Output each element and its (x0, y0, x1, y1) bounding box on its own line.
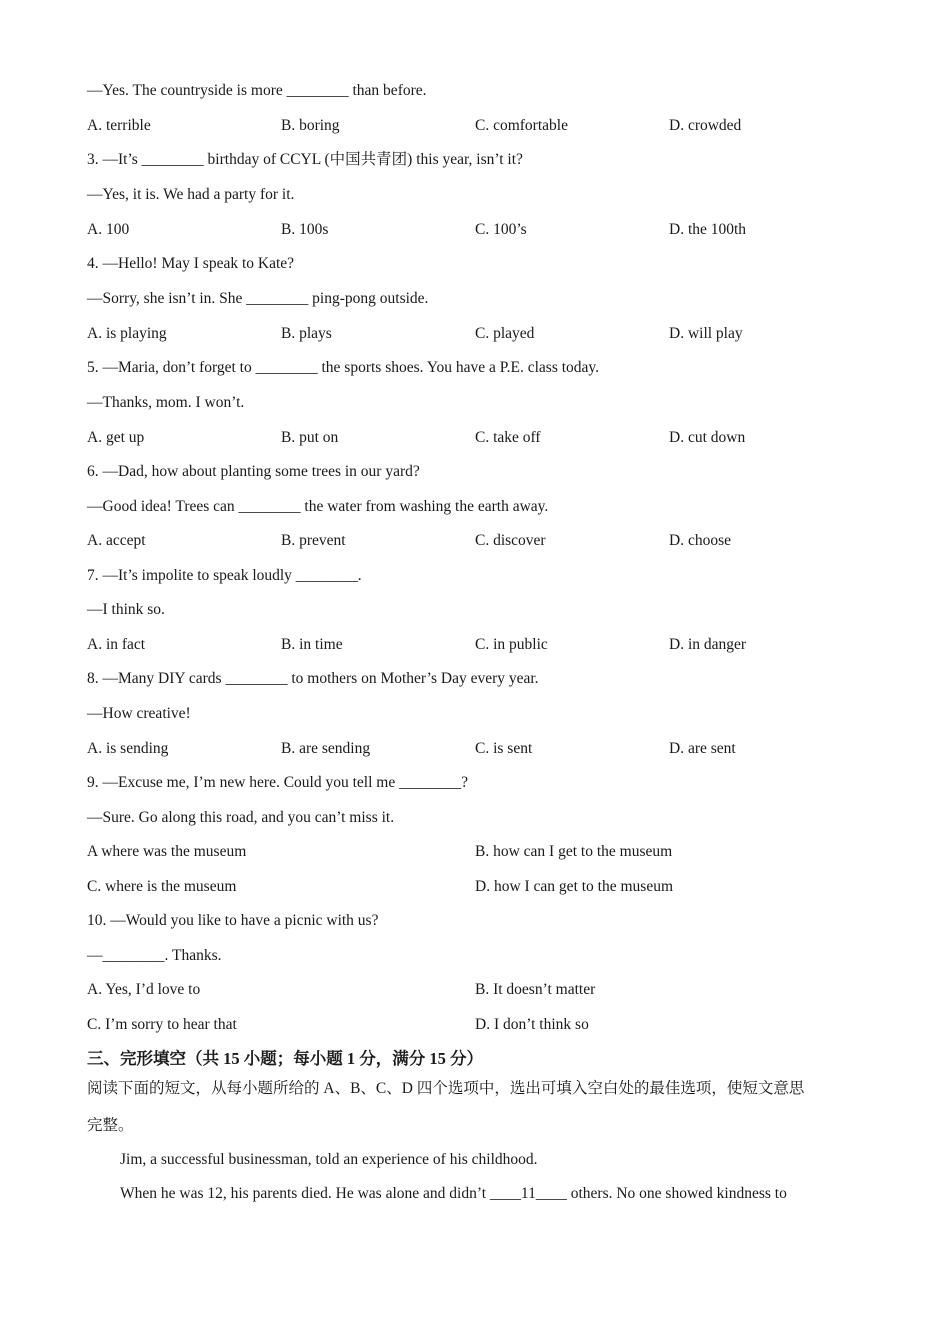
q6-option-b: B. prevent (281, 532, 346, 549)
q2-option-d: D. crowded (669, 117, 742, 134)
q5-option-b: B. put on (281, 429, 339, 446)
q4-option-a: A. is playing (87, 325, 167, 342)
q7-stem: 7. —It’s impolite to speak loudly ________. (87, 567, 362, 584)
q9-option-c: C. where is the museum (87, 878, 237, 895)
q3-option-b: B. 100s (281, 221, 329, 238)
q2-option-c: C. comfortable (475, 117, 568, 134)
q6-option-c: C. discover (475, 532, 546, 549)
section3-instruction-line1: 阅读下面的短文，从每小题所给的 A、B、C、D 四个选项中，选出可填入空白处的最佳选项，使短文意思 (87, 1080, 805, 1097)
q5-stem: 5. —Maria, don’t forget to ________ the sports shoes. You have a P.E. class today. (87, 359, 600, 376)
q7-option-d: D. in danger (669, 636, 747, 653)
q4-option-c: C. played (475, 325, 535, 342)
q7-option-b: B. in time (281, 636, 343, 653)
q4-option-b: B. plays (281, 325, 332, 342)
q8-option-c: C. is sent (475, 740, 533, 757)
q5-reply: —Thanks, mom. I won’t. (87, 394, 245, 411)
q9-option-d: D. how I can get to the museum (475, 878, 674, 895)
q3-option-a: A. 100 (87, 221, 130, 238)
q7-reply: —I think so. (87, 601, 165, 618)
q4-reply: —Sorry, she isn’t in. She ________ ping-pong outside. (87, 290, 429, 307)
passage-paragraph-1: Jim, a successful businessman, told an experience of his childhood. (120, 1151, 538, 1168)
q5-option-c: C. take off (475, 429, 541, 446)
q9-stem: 9. —Excuse me, I’m new here. Could you tell me ________? (87, 774, 468, 791)
q2-option-a: A. terrible (87, 117, 151, 134)
q10-stem: 10. —Would you like to have a picnic with us? (87, 912, 379, 929)
q6-option-a: A. accept (87, 532, 146, 549)
q3-option-c: C. 100’s (475, 221, 527, 238)
q7-option-a: A. in fact (87, 636, 146, 653)
q9-reply: —Sure. Go along this road, and you can’t miss it. (87, 809, 395, 826)
q3-stem: 3. —It’s ________ birthday of CCYL (中国共青团) this year, isn’t it? (87, 151, 523, 168)
q3-reply: —Yes, it is. We had a party for it. (87, 186, 295, 203)
q8-option-d: D. are sent (669, 740, 736, 757)
q9-option-a: A where was the museum (87, 843, 247, 860)
q10-option-d: D. I don’t think so (475, 1016, 589, 1033)
q4-stem: 4. —Hello! May I speak to Kate? (87, 255, 295, 272)
q4-option-d: D. will play (669, 325, 743, 342)
q6-reply: —Good idea! Trees can ________ the water from washing the earth away. (87, 498, 549, 515)
passage-paragraph-2-end: others. No one showed kindness to (566, 1185, 787, 1202)
q6-stem: 6. —Dad, how about planting some trees in our yard? (87, 463, 420, 480)
passage-paragraph-2 (120, 1184, 787, 1204)
q2-option-b: B. boring (281, 117, 340, 134)
section3-instruction-line2: 完整。 (87, 1117, 134, 1134)
section3-heading: 三、完形填空（共 15 小题；每小题 1 分，满分 15 分） (87, 1049, 483, 1068)
q8-stem: 8. —Many DIY cards ________ to mothers on Mother’s Day every year. (87, 670, 539, 687)
q9-option-b: B. how can I get to the museum (475, 843, 673, 860)
blank-11: ____11____ (489, 1185, 567, 1202)
q3-option-d: D. the 100th (669, 221, 747, 238)
q6-option-d: D. choose (669, 532, 731, 549)
q10-option-b: B. It doesn’t matter (475, 981, 596, 998)
q8-option-a: A. is sending (87, 740, 169, 757)
q10-option-c: C. I’m sorry to hear that (87, 1016, 237, 1033)
q8-reply: —How creative! (87, 705, 191, 722)
q2-answer-line: —Yes. The countryside is more ________ than before. (87, 82, 427, 99)
q8-option-b: B. are sending (281, 740, 371, 757)
q10-reply: —________. Thanks. (87, 947, 222, 964)
q5-option-d: D. cut down (669, 429, 746, 446)
q10-option-a: A. Yes, I’d love to (87, 981, 201, 998)
q7-option-c: C. in public (475, 636, 548, 653)
passage-paragraph-2-start: When he was 12, his parents died. He was alone and didn’t (120, 1185, 490, 1202)
q5-option-a: A. get up (87, 429, 145, 446)
